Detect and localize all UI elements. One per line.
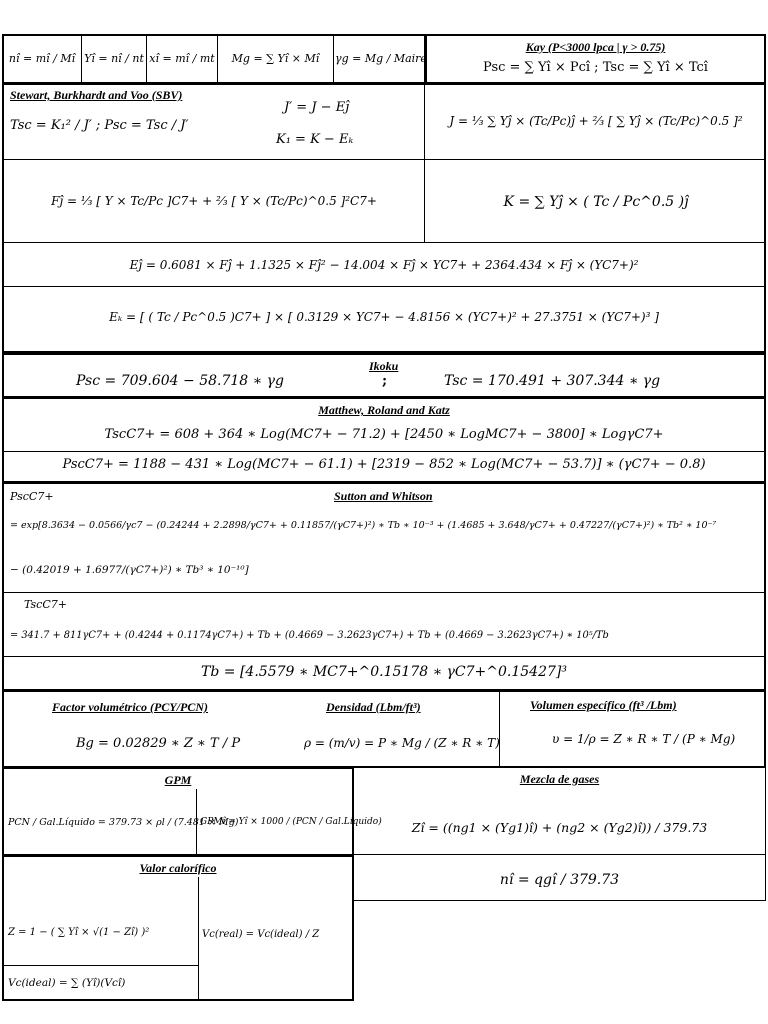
sbv-j-prime: J′ = J − Eĵ	[284, 100, 350, 115]
mezcla-title: Mezcla de gases	[519, 772, 600, 786]
mezcla-section	[353, 767, 766, 901]
sutton-tb-formula: Tb = [4.5579 ∗ MC7+^0.15178 ∗ γC7+^0.15427]³	[201, 664, 567, 680]
pcy-title: Factor volumétrico (PCY/PCN)	[52, 700, 208, 714]
mezcla-formula2: nî = qgî / 379.73	[499, 872, 620, 888]
pcy-formula: Bg = 0.02829 ∗ Z ∗ T / P	[76, 736, 241, 751]
sbv-k1: K₁ = K − Eₖ	[276, 132, 354, 147]
gpm-formula1: PCN / Gal.Líquido = 379.73 × ρl / (7.481 × Mg)	[8, 817, 239, 828]
volumen-title: Volumen específico (ft³ /Lbm)	[530, 698, 677, 712]
sbv-j-formula: J = ⅓ ∑ Yĵ × (Tc/Pc)ĵ + ⅔ [ ∑ Yĵ × (Tc/Pc)^0.5 ]²	[449, 114, 743, 128]
ikoku-section	[2, 353, 766, 398]
sbv-title: Stewart, Burkhardt and Voo (SBV)	[10, 88, 183, 102]
properties-section	[2, 690, 766, 768]
sbv-fj-formula: Fĵ = ⅓ [ Y × Tc/Pc ]C7+ + ⅔ [ Y × (Tc/Pc)^0.5 ]²C7+	[51, 194, 377, 208]
calorifico-vc-ideal: Vc(ideal) = ∑ (Yî)(Vcî)	[8, 977, 126, 989]
sutton-tsc-label: TscC7+	[24, 598, 67, 611]
mrk-title: Matthew, Roland and Katz	[318, 403, 450, 417]
kay-section	[425, 34, 766, 84]
molar-fraction-formula: Yî = nî / nt	[84, 52, 144, 65]
mrk-psc: PscC7+ = 1188 − 431 ∗ Log(MC7+ − 61.1) + [2319 − 852 ∗ Log(MC7+ − 53.7)] ∗ (γC7+ − 0.8)	[62, 457, 706, 472]
mrk-section	[2, 397, 766, 483]
calorifico-vc-real: Vc(real) = Vc(ideal) / Z	[202, 929, 320, 940]
ikoku-psc: Psc = 709.604 − 58.718 ∗ γg	[76, 373, 284, 389]
mass-fraction-formula: xî = mî / mt	[149, 52, 215, 65]
calorifico-section	[2, 855, 354, 1001]
densidad-title: Densidad (Lbm/ft³)	[326, 700, 421, 714]
mrk-tsc: TscC7+ = 608 + 364 ∗ Log(MC7+ − 71.2) + [2450 ∗ LogMC7+ − 3800] ∗ LogγC7+	[104, 427, 664, 442]
sutton-psc-line2: − (0.42019 + 1.6977/(γC7+)²) ∗ Tb³ ∗ 10⁻¹⁰]	[10, 564, 249, 576]
calorifico-z: Z = 1 − ( ∑ Yî × √(1 − Zî) )²	[8, 927, 150, 938]
moles-formula: nî = mî / Mî	[8, 52, 76, 65]
ikoku-tsc: Tsc = 170.491 + 307.344 ∗ γg	[444, 373, 661, 389]
ikoku-separator: ;	[382, 373, 388, 389]
densidad-formula: ρ = (m/v) = P ∗ Mg / (Z ∗ R ∗ T)	[304, 736, 500, 750]
gpm-section	[2, 767, 382, 856]
sutton-psc-label: PscC7+	[10, 490, 54, 503]
mezcla-formula1: Zî = ((ng1 × (Yg1)î) + (ng2 × (Yg2)î)) / 379.73	[411, 820, 708, 835]
sutton-tsc-line: = 341.7 + 811γC7+ + (0.4244 + 0.1174γC7+) + Tb + (0.4669 − 3.2623γC7+) + Tb + (0.4669 − 3.2623γC7+) ∗ 10⁵/Tb	[10, 630, 609, 641]
gpm-formula2: GPMî = Yî × 1000 / (PCN / Gal.Líquido)	[200, 817, 382, 827]
sbv-tsc-psc: Tsc = K₁² / J′ ; Psc = Tsc / J′	[10, 118, 189, 133]
ikoku-title: Ikoku	[369, 359, 399, 373]
apparent-mw-formula: Mg = ∑ Yî × Mî	[231, 52, 320, 65]
sutton-title: Sutton and Whitson	[334, 489, 433, 503]
calorifico-title: Valor calorífico	[139, 861, 217, 875]
sbv-ek-formula: Eₖ = [ ( Tc / Pc^0.5 )C7+ ] × [ 0.3129 × YC7+ − 4.8156 × (YC7+)² + 27.3751 × (YC7+)³ ]	[109, 310, 659, 324]
kay-formula: Psc = ∑ Yî × Pcî ; Tsc = ∑ Yî × Tcî	[483, 60, 708, 75]
kay-title: Kay (P<3000 lpca | γ > 0.75)	[525, 40, 666, 54]
volumen-formula: υ = 1/ρ = Z ∗ R ∗ T / (P ∗ Mg)	[552, 732, 736, 746]
gas-gravity-formula: γg = Mg / Maire	[335, 52, 427, 65]
sutton-psc-line1: = exp[8.3634 − 0.0566/γc7 − (0.24244 + 2.2898/γC7+ + 0.11857/(γC7+)²) ∗ Tb ∗ 10⁻³ + (1.4685 + 3.648/γC7+ + 0.47227/(γC7+)²) ∗ Tb² ∗ 10⁻⁷	[10, 520, 717, 531]
gpm-title: GPM	[164, 773, 192, 787]
sutton-section	[2, 482, 766, 691]
sbv-k-formula: K = ∑ Yĵ × ( Tc / Pc^0.5 )ĵ	[503, 194, 689, 210]
sbv-ej-formula: Eĵ = 0.6081 × Fĵ + 1.1325 × Fĵ² − 14.004 × Fĵ × YC7+ + 2364.434 × Fĵ × (YC7+)²	[129, 258, 639, 272]
